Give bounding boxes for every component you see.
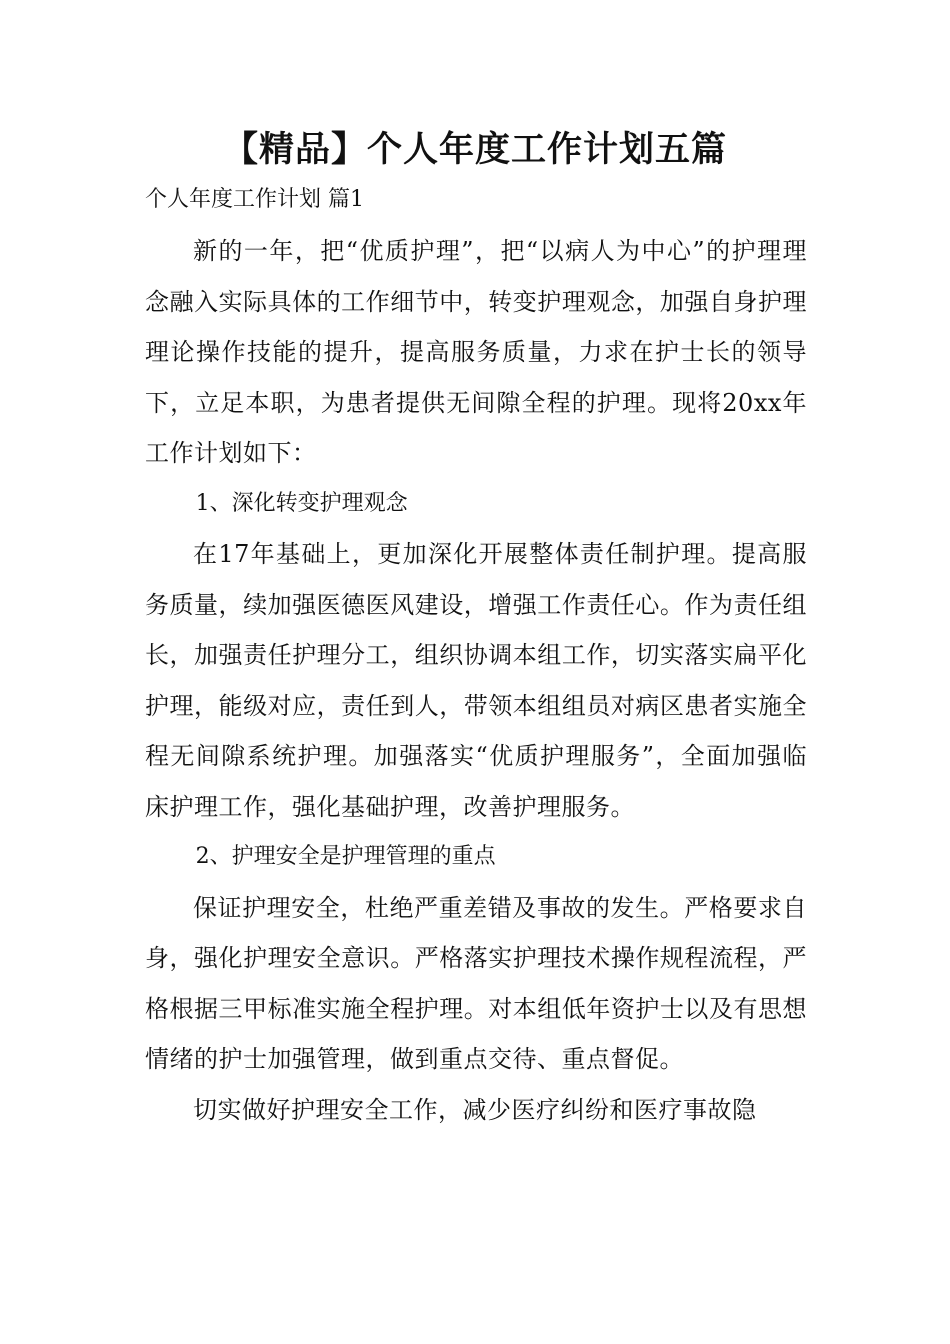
intro-paragraph: 新的一年，把“优质护理”，把“以病人为中心”的护理理念融入实际具体的工作细节中，转变护理观念，加强自身护理理论操作技能的提升，提高服务质量，力求在护士长的领导下，立足本职，为患者提供无间隙全程的护理。现将20xx年工作计划如下：	[145, 237, 807, 467]
section-1-paragraph: 在17年基础上，更加深化开展整体责任制护理。提高服务质量，续加强医德医风建设，增强工作责任心。作为责任组长，加强责任护理分工，组织协调本组工作，切实落实扁平化护理，能级对应，责任到人，带领本组组员对病区患者实施全程无间隙系统护理。加强落实“优质护理服务”，全面加强临床护理工作，强化基础护理，改善护理服务。	[145, 540, 807, 821]
section-2-paragraph-b: 切实做好护理安全工作，减少医疗纠纷和医疗事故隐	[193, 1095, 757, 1124]
section-2-paragraph-a: 保证护理安全，杜绝严重差错及事故的发生。严格要求自身，强化护理安全意识。严格落实护理技术操作规程流程，严格根据三甲标准实施全程护理。对本组低年资护士以及有思想情绪的护士加强管理，做到重点交待、重点督促。	[145, 893, 807, 1073]
document-body	[145, 226, 807, 1135]
section-heading-1: 1、深化转变护理观念	[195, 490, 408, 516]
section-subtitle: 个人年度工作计划 篇1	[145, 187, 364, 212]
section-heading-2: 2、护理安全是护理管理的重点	[195, 844, 496, 869]
document-title: 【精品】个人年度工作计划五篇	[222, 130, 727, 170]
